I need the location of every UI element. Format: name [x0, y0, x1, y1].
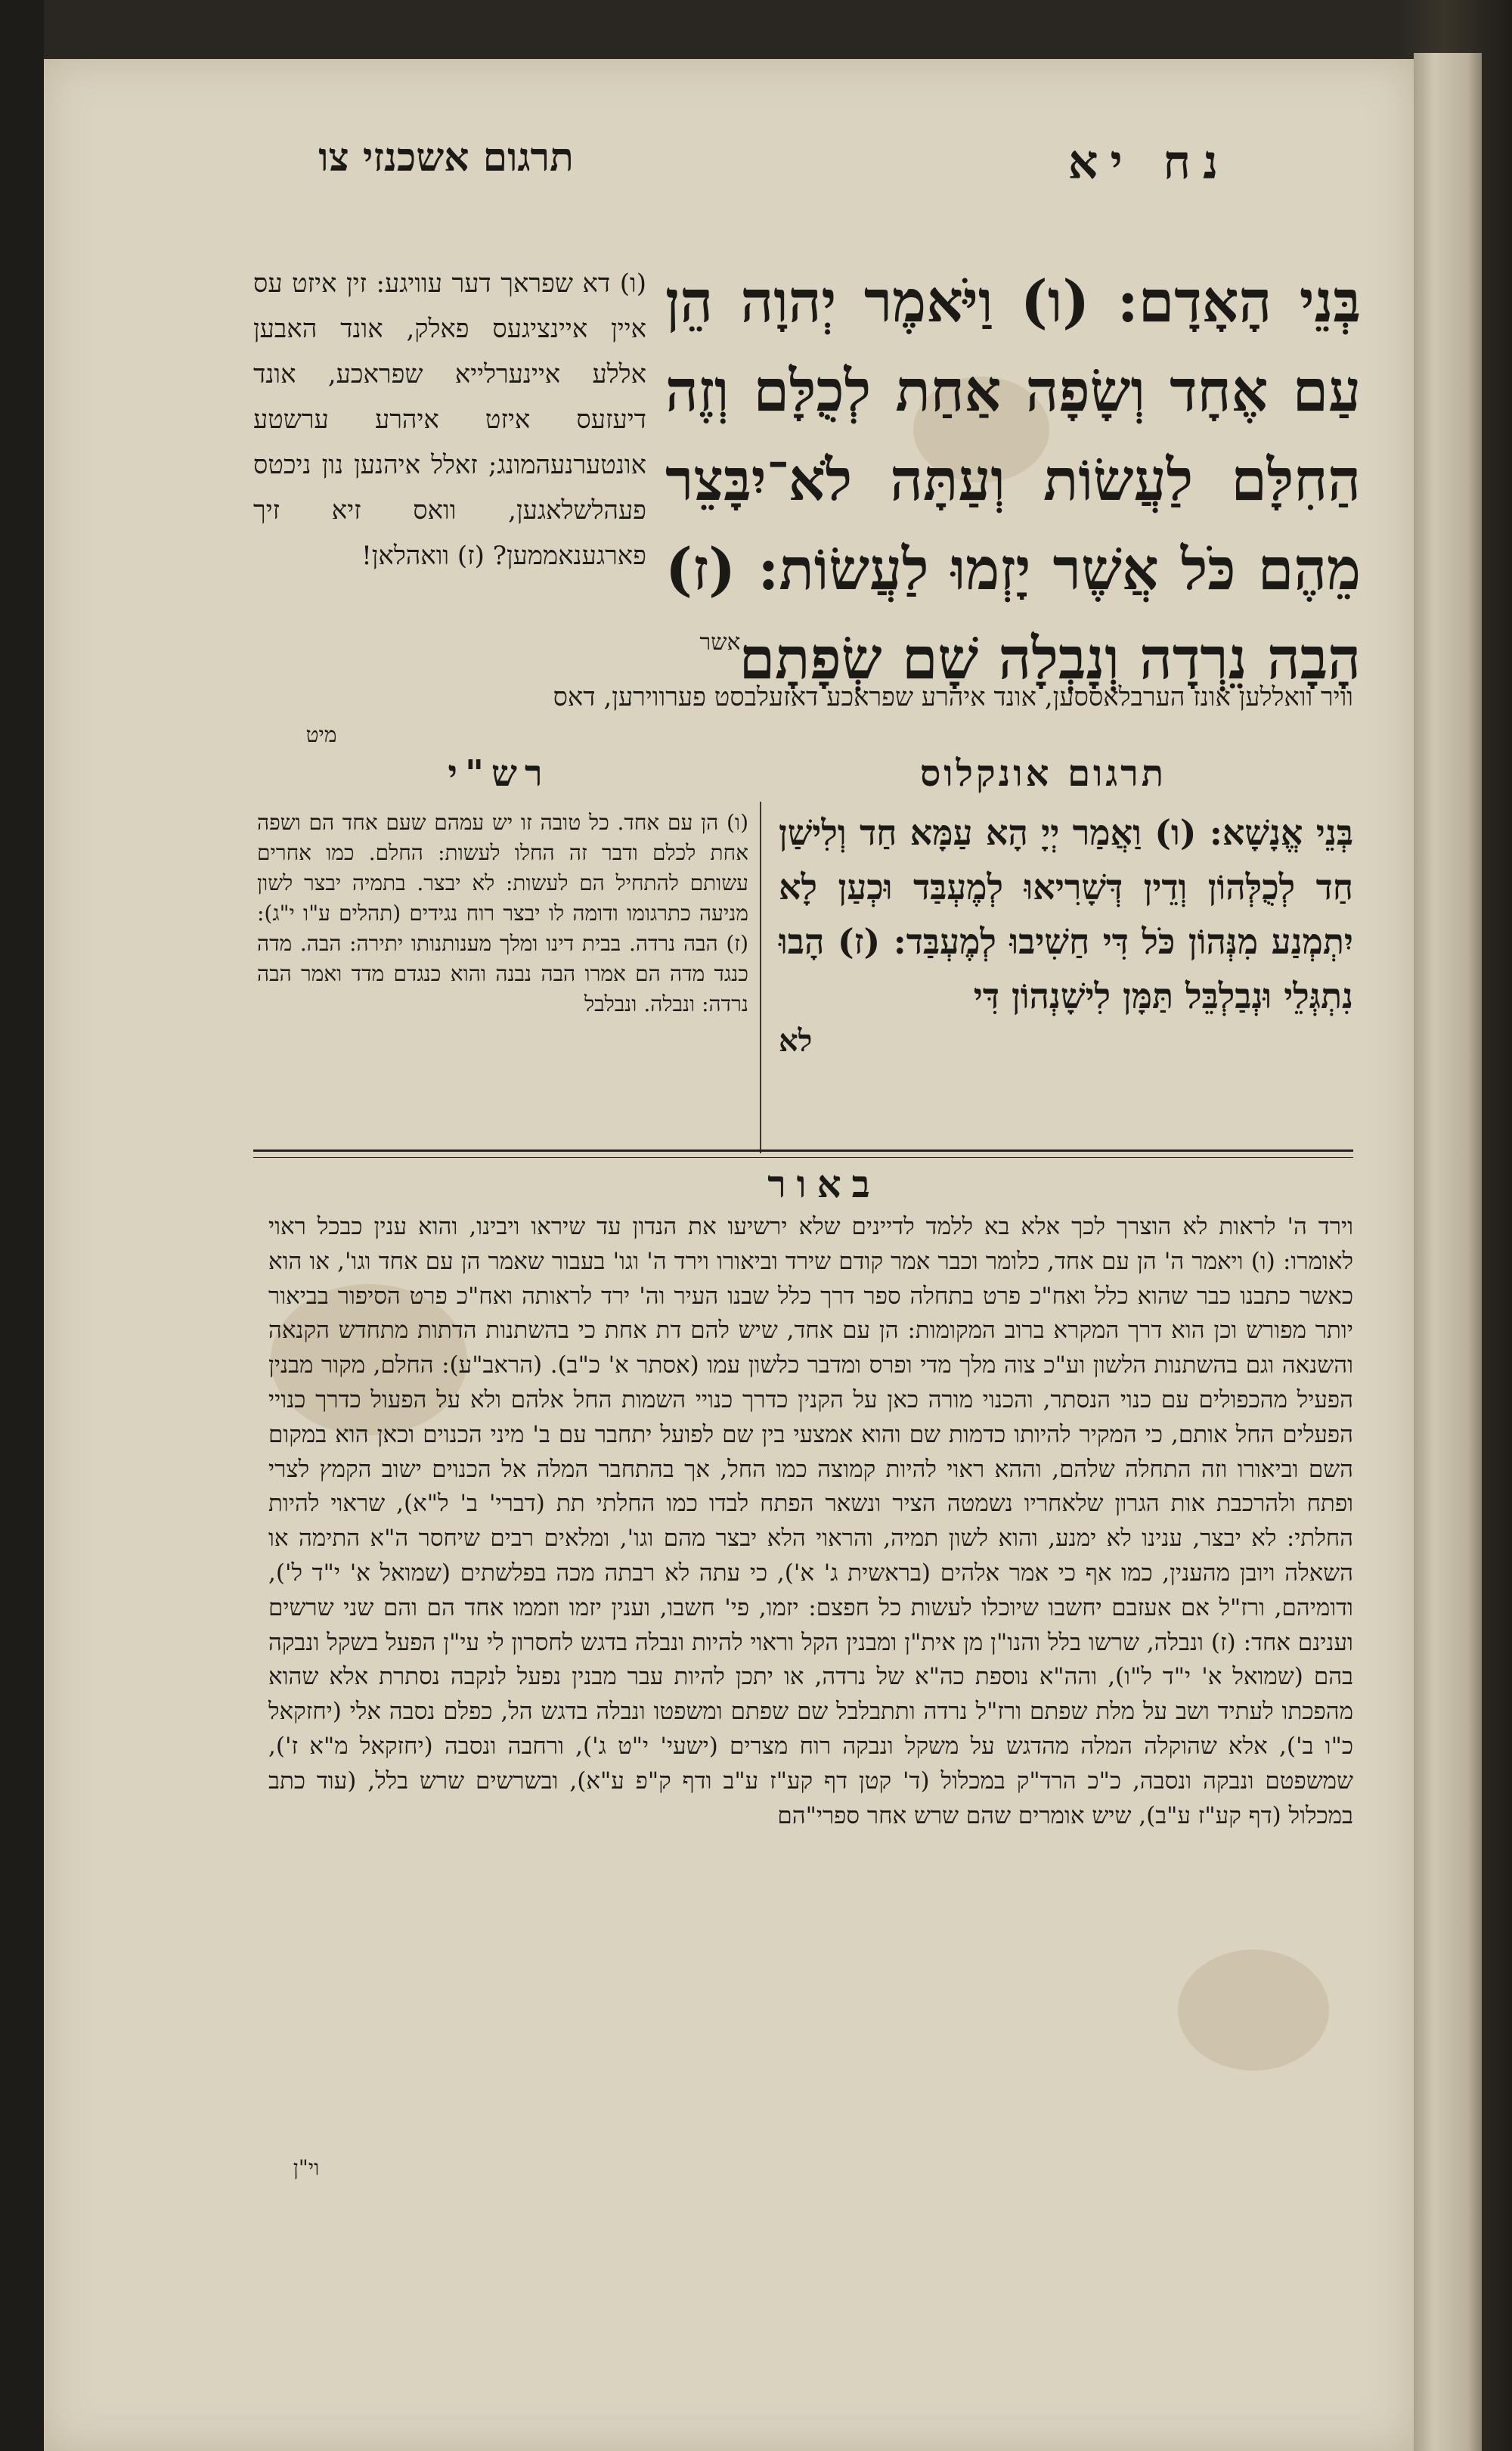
- biur-catchword: וי"ן: [293, 2155, 320, 2180]
- onkelos-body: בְּנֵי אֱנָשָׁא: (ו) וַאֲמַר יְיָ הָא עַמָּא חַד וְלִישַׁן חַד לְכֻלְּהוֹן וְדֵין דְּשָׁרִיאוּ לְמֶעְבַּד וּכְעַן לָא יִתְמְנַע מִנְּהוֹן כֹּל דִּי חַשִׁיבוּ לְמֶעְבַּד: (ז) הָבוּ נִתְגְּלֵי וּנְבַלְבֵּל תַּמָּן לִישָׁנְהוֹן דִּי: [779, 812, 1353, 1016]
- column-divider: [760, 802, 761, 1153]
- next-page-edge: [1414, 53, 1482, 2451]
- rashi-text: (ו) הן עם אחד. כל טובה זו יש עמהם שעם אחד הם ושפה אחת לכלם ודבר זה החלו לעשות: החלם. כמו אחרים עשותם להתחיל הם לעשות: לא יבצר. בתמיה יבצר לשון מניעה כתרגומו ודומה לו יבצר רוח נגידים (תהלים ע"ו י"ג): (ז) הבה נרדה. בבית דינו ומלך מענותנותו יתירה: הבה. מדה כנגד מדה הם אמרו הבה נבנה והוא כנגדם מדד ואמר הבה נרדה: ונבלה. ונבלבל: [257, 810, 748, 1016]
- rashi-heading: רש"י: [448, 752, 550, 795]
- yiddish-translation-continued: וויר וואללען אונז הערבלאססען, אונד איהרע שפראכע דאזעלבסט פערווירען, דאס: [553, 682, 1353, 712]
- yiddish-catchword: מיט: [305, 722, 337, 747]
- yiddish-translation: (ו) דא שפראך דער עוויגע: זין איזט עס איין איינציגעס פאלק, אונד האבען אללע איינערלייא שפראכע, אונד דיעזעס איזט איהרע ערשטע אונטערנעהמונג; זאלל איהנען נון ניכטס פעהלשלאגען, וואס זיא זיך פארגענאממען? (ז) וואהלאן!: [253, 268, 646, 571]
- onkelos-heading: תרגום אונקלוס: [919, 752, 1167, 795]
- bible-text: בְּנֵי הָאָדָם: (ו) וַיֹּאמֶר יְהוָה הֵן עַם אֶחָד וְשָׂפָה אַחַת לְכֻלָּם וְזֶה הַחִלָּם לַעֲשׂוֹת וְעַתָּה לֹא־יִבָּצֵר מֵהֶם כֹּל אֲשֶׁר יָזְמוּ לַעֲשׂוֹת: (ז) הָבָה נֵרְדָה וְנָבְלָה שָׁם שְׂפָתָם: [665, 268, 1361, 692]
- book-spine-shadow: [0, 0, 44, 2451]
- section-rule: [253, 1149, 1353, 1152]
- biur-text: וירד ה' לראות לא הוצרך לכך אלא בא ללמד לדיינים שלא ירשיעו את הנדון עד שיראו ויבינו, והוא ענין כבכל ראוי לאומרו: (ו) ויאמר ה' הן עם אחד, כלומר וכבר אמר קודם שירד וביאורו וירד ה' וגו' בעבור שאמר הן עם אחד וגו', או הוא כאשר כתבנו כבר שהוא כלל ואח"כ פרט בתחלה ספר דרך כלל שבנו העיר וה' ירד לראותה ואח"כ פרט הסיפור בביאור יותר מפורש וכן הוא דרך המקרא ברוב המקומות: הן עם אחד, שיש להם דת אחת כי בהשתנות הדתות מתחדש הקנאה והשנאה וגם בהשתנות הלשון וע"כ צוה מלך מדי ופרס ומדבר כלשון עמו (אסתר א' כ"ב). (הראב"ע): החלם, מקור מבנין הפעיל מהכפולים עם כנוי הנסתר, והכנוי מורה כאן על הקנין כדרך כנויי השמות החל אלהם ולא על הפעול כדרך כנויי הפעלים החל אותם, כי המקיר להיותו כדמות שם והוא אמצעי בין שם לפועל יתחבר עם ב' מיני הכנוים וכאן הוא במקום השם וביאורו וזה התחלה שלהם, וההא ראוי להיות קמוצה כמו החל, אך בהתחבר המלה אל הכנוים ישוב הקמץ לצרי ופתח ולהרכבת אות הגרון שלאחריו נשמטה הציר ונשאר הפתח לבדו כמו החלתי תת (דברי' ב' ל"א), שראוי להיות החלתי: לא יבצר, ענינו לא ימנע, והוא לשון תמיה, והראוי הלא יבצר מהם וגו', ומלאים רבים שיחסר ה"א התימה או השאלה ויובן מהענין, כמו אף כי אמר אלהים (בראשית ג' א'), כי עתה לא רבתה מכה בפלשתים (שמואל א' י"ד ל'), ודומיהם, ורז"ל אם אעזבם יחשבו שיוכלו לעשות כל חפצם: יזמו, פי' חשבו, וענין יזמו וזממו אחד הם והם שני שרשים וענינם אחד: (ז) ונבלה, שרשו בלל והנו"ן מן אית"ן ומבנין הקל וראוי להיות ונבלה בדגש לחסרון לי עי"ן הפעל בשקל ונבקה בהם (שמואל א' י"ד ל"ו), והה"א נוספת כה"א של נרדה, או יתכן להיות עבר מבנין נפעל לנקבה נסתרת אלא שהוא מהפכתו לעתיד ושב על מלת שפתם ורז"ל נרדה ותתבלבל שם שפתם ומשפטו ונבלה בדגש הל, כפלם נסבה אלי (יחזקאל כ"ו ב'), אלא שהוקלה המלה מהדגש על משקל ונבקה רוח מצרים (ישעי' י"ט ג'), ורחבה ונסבה (יחזקאל מ"א ז'), שמשפטם ונבקה ונסבה, כ"כ הרד"ק במכלול (ד' קטן דף קע"ז ע"ב ודף ק"פ ע"א), ובשרשים שרש בלל, (עוד כתב במכלול (דף קע"ז ע"ב), שיש אומרים שהם שרש אחר ספרי"הם: [268, 1213, 1353, 1829]
- onkelos-text: [779, 805, 1353, 1060]
- bible-catchword: אשר: [699, 629, 741, 656]
- onkelos-catchword: לא: [779, 1023, 813, 1059]
- running-header-left: תרגום אשכנזי צו: [318, 135, 574, 181]
- running-header-right: נח יא: [1067, 135, 1231, 190]
- section-rule-thin: [253, 1157, 1353, 1158]
- biur-heading: באור: [767, 1162, 881, 1206]
